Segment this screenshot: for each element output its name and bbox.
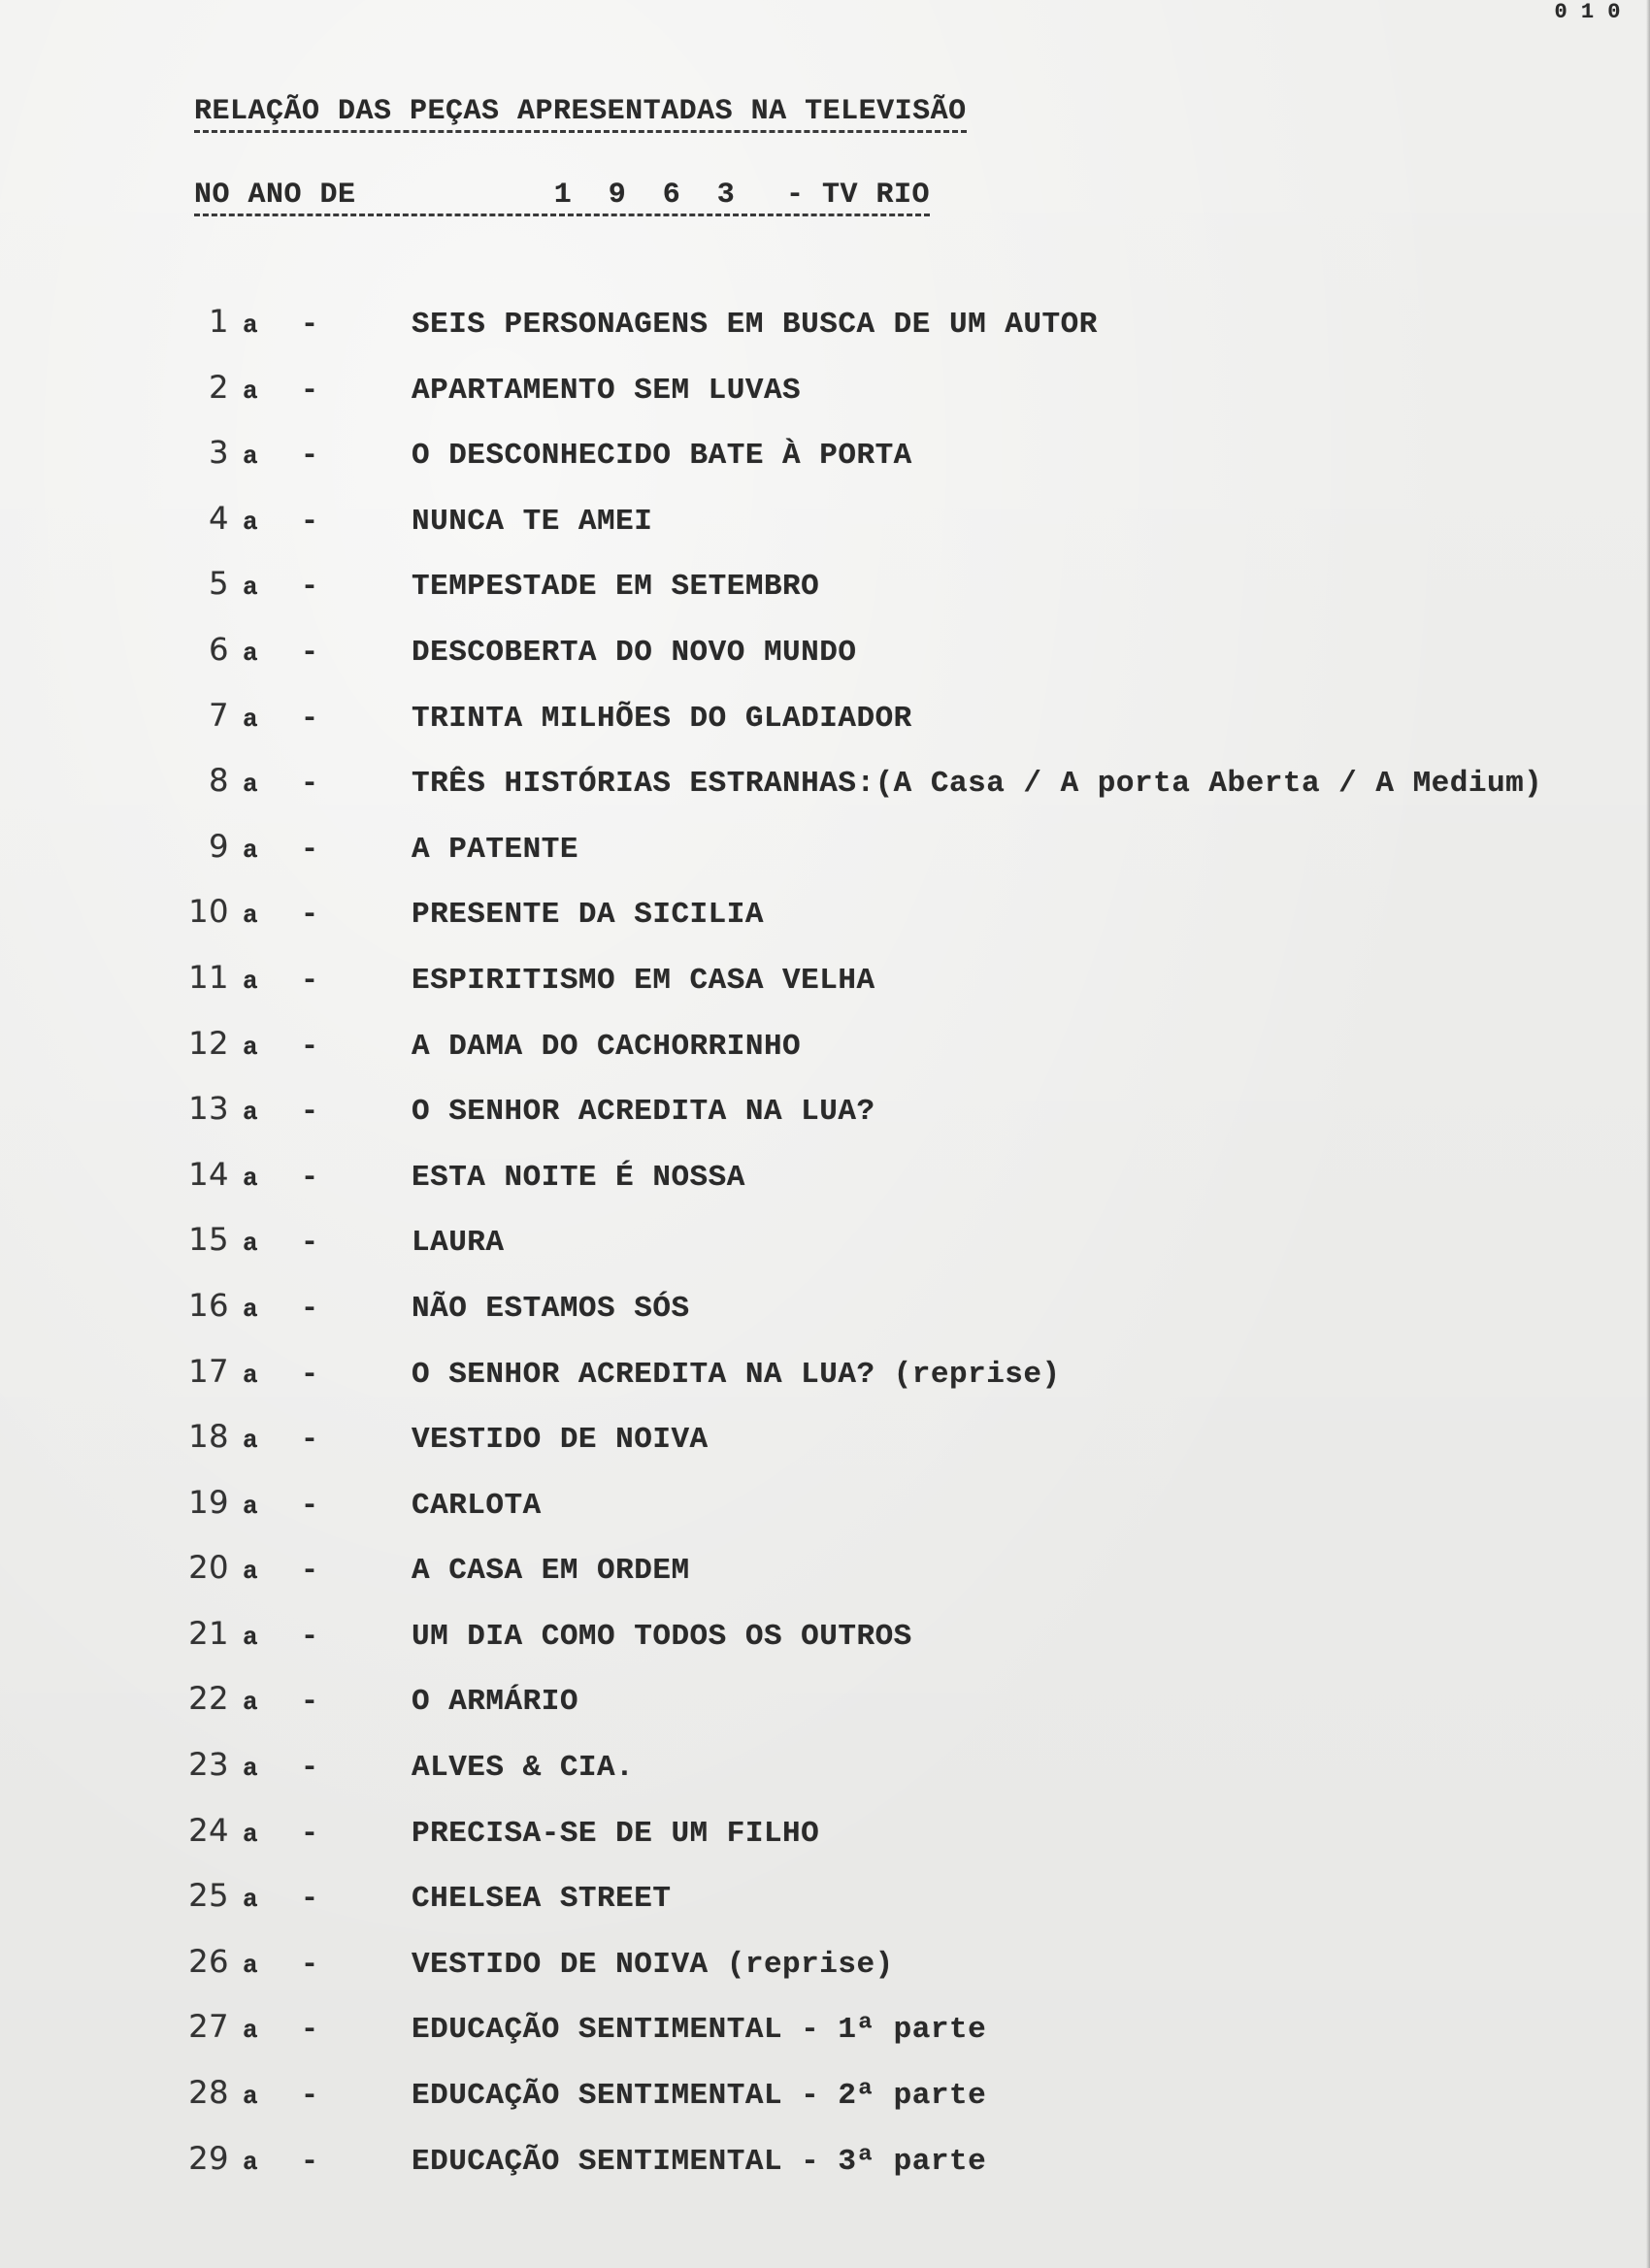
list-item [0, 762, 1650, 828]
play-title: A DAMA DO CACHORRINHO [412, 1029, 802, 1064]
play-title: O SENHOR ACREDITA NA LUA? [412, 1095, 875, 1130]
item-number: 8 [209, 762, 229, 800]
item-number: 21 [188, 1614, 229, 1652]
item-number: 6 [209, 630, 229, 668]
list-item [0, 2074, 1650, 2140]
play-title: VESTIDO DE NOIVA (reprise) [412, 1947, 894, 1982]
item-dash: - [301, 702, 319, 736]
ordinal-mark: a [243, 1819, 259, 1849]
item-dash: - [301, 1555, 319, 1589]
list-item [0, 1025, 1650, 1091]
item-number: 1 [209, 303, 229, 340]
item-dash: - [301, 964, 319, 998]
item-number: 29 [188, 2139, 229, 2177]
plays-list [0, 303, 1650, 2205]
item-dash: - [301, 1161, 319, 1195]
item-number: 28 [188, 2074, 229, 2112]
item-dash: - [301, 505, 319, 539]
item-dash: - [301, 1358, 319, 1392]
ordinal-mark: a [243, 1688, 259, 1718]
play-title: PRESENTE DA SICILIA [412, 898, 764, 933]
ordinal-mark: a [243, 1622, 259, 1652]
item-dash: - [301, 1424, 319, 1458]
item-dash: - [301, 309, 319, 342]
item-number: 20 [188, 1549, 229, 1587]
play-title: VESTIDO DE NOIVA [412, 1423, 709, 1458]
list-item [0, 893, 1650, 959]
play-title: NUNCA TE AMEI [412, 504, 653, 539]
list-item [0, 1090, 1650, 1156]
station-name: - TV RIO [785, 179, 930, 212]
item-dash: - [301, 899, 319, 933]
list-item [0, 1221, 1650, 1287]
item-number: 27 [188, 2008, 229, 2046]
ordinal-mark: a [243, 2016, 259, 2046]
list-item [0, 1877, 1650, 1943]
list-item [0, 303, 1650, 369]
play-title: A PATENTE [412, 832, 578, 867]
list-item [0, 959, 1650, 1025]
item-number: 7 [209, 696, 229, 734]
ordinal-mark: a [243, 1754, 259, 1784]
ordinal-mark: a [243, 1163, 259, 1193]
year-label: NO ANO DE [194, 179, 356, 212]
ordinal-mark: a [243, 770, 259, 800]
item-number: 4 [209, 499, 229, 537]
list-item [0, 1746, 1650, 1812]
list-item [0, 1943, 1650, 2009]
item-dash: - [301, 1686, 319, 1720]
list-item [0, 631, 1650, 697]
play-title: ALVES & CIA. [412, 1751, 635, 1786]
item-dash: - [301, 1292, 319, 1326]
ordinal-mark: a [243, 1557, 259, 1587]
ordinal-mark: a [243, 1098, 259, 1128]
list-item [0, 500, 1650, 566]
play-title: CHELSEA STREET [412, 1882, 672, 1917]
item-number: 24 [188, 1811, 229, 1849]
play-title: O DESCONHECIDO BATE À PORTA [412, 439, 912, 474]
play-title: O ARMÁRIO [412, 1685, 578, 1720]
list-item [0, 1353, 1650, 1419]
ordinal-mark: a [243, 1950, 259, 1980]
play-title: APARTAMENTO SEM LUVAS [412, 373, 802, 408]
item-dash: - [301, 1620, 319, 1654]
year-line [194, 179, 930, 216]
document-title: RELAÇÃO DAS PEÇAS APRESENTADAS NA TELEVISÃO [194, 95, 967, 133]
play-title: TRÊS HISTÓRIAS ESTRANHAS:(A Casa / A porta Aberta / A Medium) [412, 767, 1543, 802]
item-number: 10 [188, 893, 229, 931]
item-number: 17 [188, 1352, 229, 1390]
play-title: A CASA EM ORDEM [412, 1554, 690, 1589]
play-title: NÃO ESTAMOS SÓS [412, 1291, 690, 1326]
ordinal-mark: a [243, 1229, 259, 1259]
list-item [0, 697, 1650, 763]
item-dash: - [301, 833, 319, 867]
item-dash: - [301, 1227, 319, 1261]
play-title: TEMPESTADE EM SETEMBRO [412, 570, 820, 605]
play-title: UM DIA COMO TODOS OS OUTROS [412, 1619, 912, 1654]
item-dash: - [301, 1883, 319, 1917]
ordinal-mark: a [243, 1885, 259, 1915]
play-title: PRECISA-SE DE UM FILHO [412, 1816, 820, 1851]
play-title: EDUCAÇÃO SENTIMENTAL - 2ª parte [412, 2079, 987, 2114]
play-title: DESCOBERTA DO NOVO MUNDO [412, 635, 857, 670]
item-dash: - [301, 1817, 319, 1851]
item-number: 22 [188, 1680, 229, 1718]
ordinal-mark: a [243, 2147, 259, 2177]
list-item [0, 1484, 1650, 1550]
ordinal-mark: a [243, 966, 259, 996]
item-number: 13 [188, 1090, 229, 1128]
play-title: O SENHOR ACREDITA NA LUA? (reprise) [412, 1357, 1061, 1392]
play-title: ESTA NOITE É NOSSA [412, 1160, 745, 1195]
item-number: 11 [188, 958, 229, 996]
item-number: 26 [188, 1942, 229, 1980]
ordinal-mark: a [243, 573, 259, 603]
item-dash: - [301, 2080, 319, 2114]
list-item [0, 1549, 1650, 1615]
item-number: 3 [209, 434, 229, 472]
play-title: EDUCAÇÃO SENTIMENTAL - 3ª parte [412, 2144, 987, 2179]
list-item [0, 369, 1650, 435]
ordinal-mark: a [243, 901, 259, 931]
ordinal-mark: a [243, 638, 259, 668]
ordinal-mark: a [243, 835, 259, 865]
list-item [0, 565, 1650, 631]
list-item [0, 1418, 1650, 1484]
ordinal-mark: a [243, 2082, 259, 2112]
play-title: EDUCAÇÃO SENTIMENTAL - 1ª parte [412, 2013, 987, 2048]
ordinal-mark: a [243, 311, 259, 340]
item-dash: - [301, 768, 319, 802]
item-number: 15 [188, 1221, 229, 1259]
list-item [0, 434, 1650, 500]
item-dash: - [301, 1489, 319, 1523]
list-item [0, 1812, 1650, 1878]
list-item [0, 828, 1650, 894]
list-item [0, 2008, 1650, 2074]
ordinal-mark: a [243, 1426, 259, 1456]
item-dash: - [301, 440, 319, 474]
item-dash: - [301, 374, 319, 408]
ordinal-mark: a [243, 1294, 259, 1324]
ordinal-mark: a [243, 376, 259, 406]
list-item [0, 1615, 1650, 1681]
item-number: 19 [188, 1483, 229, 1521]
item-number: 14 [188, 1155, 229, 1193]
item-dash: - [301, 636, 319, 670]
item-number: 23 [188, 1746, 229, 1784]
item-number: 5 [209, 565, 229, 603]
item-number: 2 [209, 368, 229, 406]
ordinal-mark: a [243, 1491, 259, 1521]
item-number: 9 [209, 827, 229, 865]
ordinal-mark: a [243, 704, 259, 734]
item-number: 12 [188, 1024, 229, 1062]
list-item [0, 1287, 1650, 1353]
play-title: SEIS PERSONAGENS EM BUSCA DE UM AUTOR [412, 308, 1098, 342]
item-dash: - [301, 1096, 319, 1130]
list-item [0, 2140, 1650, 2206]
item-dash: - [301, 1752, 319, 1786]
play-title: ESPIRITISMO EM CASA VELHA [412, 963, 875, 998]
year-value: 1 9 6 3 [553, 179, 744, 212]
list-item [0, 1680, 1650, 1746]
ordinal-mark: a [243, 1032, 259, 1062]
ordinal-mark: a [243, 442, 259, 472]
item-number: 18 [188, 1418, 229, 1456]
ordinal-mark: a [243, 1360, 259, 1390]
corner-page-mark: 0 1 0 [1554, 0, 1621, 24]
item-number: 16 [188, 1286, 229, 1324]
item-dash: - [301, 571, 319, 605]
item-dash: - [301, 1030, 319, 1064]
list-item [0, 1156, 1650, 1222]
play-title: LAURA [412, 1226, 505, 1261]
item-number: 25 [188, 1877, 229, 1915]
item-dash: - [301, 1948, 319, 1982]
play-title: TRINTA MILHÕES DO GLADIADOR [412, 701, 912, 736]
play-title: CARLOTA [412, 1488, 542, 1523]
item-dash: - [301, 2145, 319, 2179]
item-dash: - [301, 2014, 319, 2048]
ordinal-mark: a [243, 507, 259, 537]
